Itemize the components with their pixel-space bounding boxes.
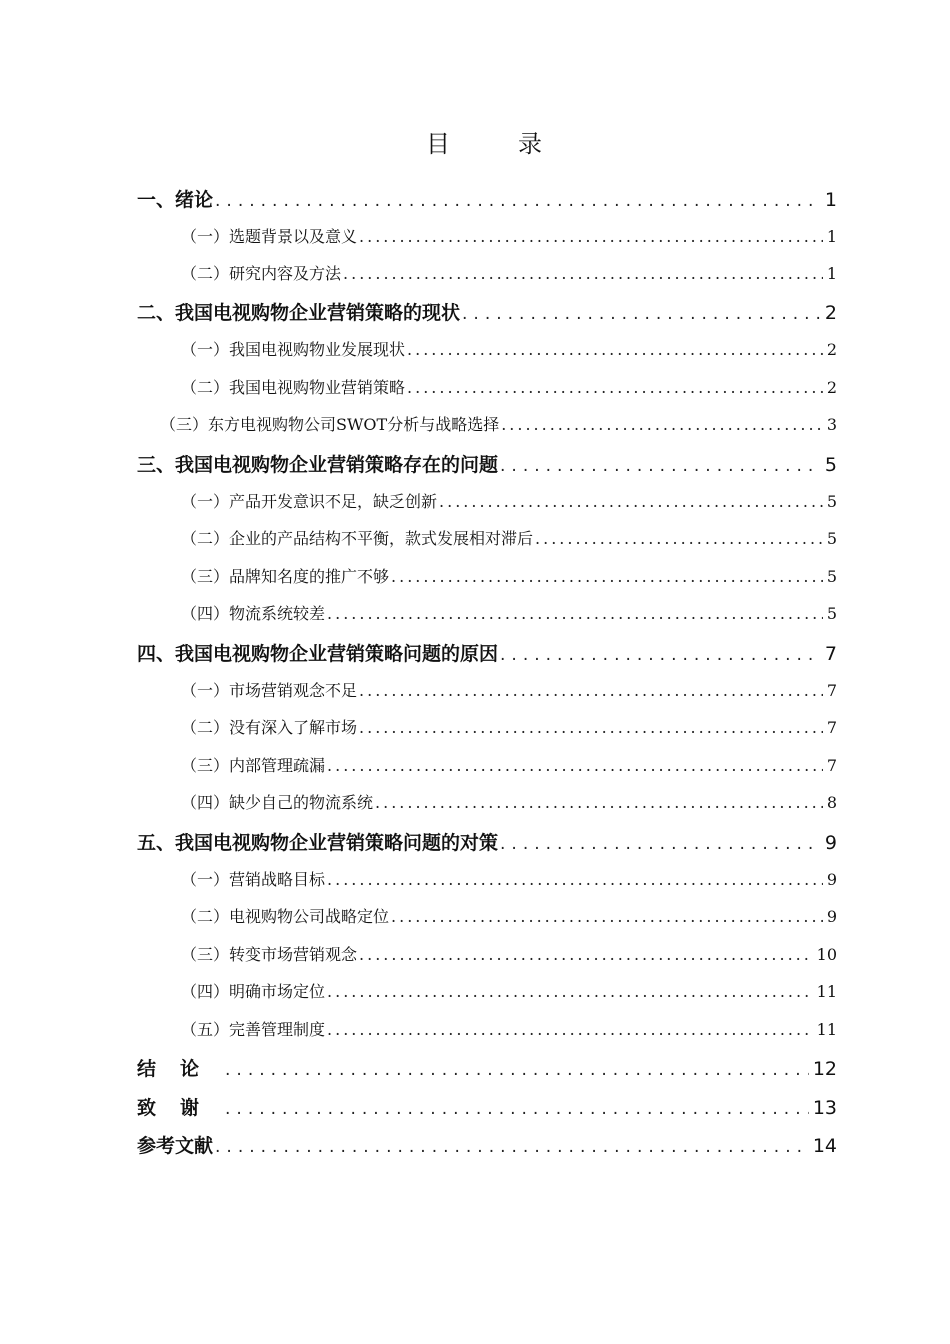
toc-section-2-1[interactable] xyxy=(181,337,837,363)
toc-page-number: 5 xyxy=(826,604,837,623)
toc-chapter-label: 我国电视购物企业营销策略存在的问题 xyxy=(175,454,499,476)
dot-leader xyxy=(225,1060,809,1080)
dot-leader xyxy=(215,1137,809,1157)
toc-chapter-label: 我国电视购物企业营销策略问题的对策 xyxy=(175,832,499,854)
toc-page-number: 11 xyxy=(816,1020,837,1039)
dot-leader xyxy=(500,645,821,665)
dot-leader xyxy=(535,529,823,548)
toc-page-number: 13 xyxy=(812,1097,837,1119)
toc-section-label: （四）物流系统较差 xyxy=(181,604,326,623)
toc-page-number: 7 xyxy=(826,718,837,737)
toc-section-5-5[interactable] xyxy=(181,1017,837,1043)
toc-chapter-label: 绪论 xyxy=(175,189,214,211)
dot-leader xyxy=(407,378,823,397)
toc-chapter-3[interactable] xyxy=(137,450,837,480)
toc-chapter-label: 我国电视购物企业营销策略的现状 xyxy=(175,302,461,324)
toc-section-5-1[interactable] xyxy=(181,867,837,893)
toc-page-number: 9 xyxy=(824,832,837,854)
toc-page-number: 7 xyxy=(826,681,837,700)
toc-section-label: （三）东方电视购物公司SWOT分析与战略选择 xyxy=(160,415,500,434)
toc-chapter-label: 我国电视购物企业营销策略问题的原因 xyxy=(175,643,499,665)
toc-page-number: 2 xyxy=(826,340,837,359)
toc-page-number: 1 xyxy=(824,189,837,211)
toc-section-2-2[interactable] xyxy=(181,375,837,401)
toc-page-number: 7 xyxy=(826,756,837,775)
toc-page-number: 5 xyxy=(826,529,837,548)
dot-leader xyxy=(439,492,823,511)
dot-leader xyxy=(500,456,821,476)
toc-section-5-2[interactable] xyxy=(181,904,837,930)
toc-chapter-label: 致谢 xyxy=(137,1097,224,1119)
toc-page-number: 9 xyxy=(826,870,837,889)
toc-page-number: 12 xyxy=(812,1058,837,1080)
toc-chapter-1[interactable] xyxy=(137,185,837,215)
toc-page-number: 1 xyxy=(826,227,837,246)
toc-section-label: （二）电视购物公司战略定位 xyxy=(181,907,390,926)
toc-section-label: （四）明确市场定位 xyxy=(181,982,326,1001)
dot-leader xyxy=(359,945,813,964)
toc-section-3-2[interactable] xyxy=(181,526,837,552)
toc-section-3-4[interactable] xyxy=(181,601,837,627)
dot-leader xyxy=(501,415,823,434)
toc-chapter-number: 四、 xyxy=(137,643,176,665)
toc-page-number: 5 xyxy=(826,567,837,586)
toc-chapter-label: 参考文献 xyxy=(137,1135,214,1157)
toc-section-1-2[interactable] xyxy=(181,261,837,287)
toc-references[interactable] xyxy=(137,1131,837,1161)
toc-page-number: 10 xyxy=(816,945,837,964)
toc-chapter-number: 三、 xyxy=(137,454,176,476)
toc-page-number: 5 xyxy=(826,492,837,511)
toc-section-5-3[interactable] xyxy=(181,942,837,968)
toc-page-number: 8 xyxy=(826,793,837,812)
toc-section-label: （五）完善管理制度 xyxy=(181,1020,326,1039)
dot-leader xyxy=(327,1020,813,1039)
dot-leader xyxy=(225,1099,809,1119)
toc-page-number: 1 xyxy=(826,264,837,283)
toc-section-label: （四）缺少自己的物流系统 xyxy=(181,793,374,812)
toc-page-number: 11 xyxy=(816,982,837,1001)
toc-section-label: （二）研究内容及方法 xyxy=(181,264,342,283)
toc-page-number: 2 xyxy=(826,378,837,397)
toc-section-3-3[interactable] xyxy=(181,564,837,590)
dot-leader xyxy=(359,681,823,700)
toc-title: 目 录 xyxy=(426,130,564,158)
toc-page-number: 5 xyxy=(824,454,837,476)
dot-leader xyxy=(391,907,823,926)
toc-section-4-3[interactable] xyxy=(181,753,837,779)
toc-chapter-label: 结论 xyxy=(137,1058,224,1080)
toc-section-2-3[interactable] xyxy=(160,412,837,438)
dot-leader xyxy=(327,982,813,1001)
dot-leader xyxy=(407,340,823,359)
toc-chapter-5[interactable] xyxy=(137,828,837,858)
toc-page-number: 3 xyxy=(826,415,837,434)
toc-section-4-4[interactable] xyxy=(181,790,837,816)
toc-chapter-2[interactable] xyxy=(137,298,837,328)
dot-leader xyxy=(500,834,821,854)
toc-section-label: （一）选题背景以及意义 xyxy=(181,227,358,246)
toc-section-label: （一）产品开发意识不足，缺乏创新 xyxy=(181,492,438,511)
toc-section-label: （一）营销战略目标 xyxy=(181,870,326,889)
toc-chapter-number: 五、 xyxy=(137,832,176,854)
toc-section-4-1[interactable] xyxy=(181,678,837,704)
toc-page-number: 7 xyxy=(824,643,837,665)
toc-page-number: 9 xyxy=(826,907,837,926)
dot-leader xyxy=(375,793,823,812)
toc-section-4-2[interactable] xyxy=(181,715,837,741)
dot-leader xyxy=(462,304,821,324)
toc-acknowledgements[interactable] xyxy=(137,1093,837,1123)
toc-chapter-number: 一、 xyxy=(137,189,176,211)
toc-section-1-1[interactable] xyxy=(181,224,837,250)
toc-section-label: （一）我国电视购物业发展现状 xyxy=(181,340,406,359)
dot-leader xyxy=(343,264,823,283)
dot-leader xyxy=(327,756,823,775)
dot-leader xyxy=(391,567,823,586)
dot-leader xyxy=(359,718,823,737)
toc-conclusion[interactable] xyxy=(137,1054,837,1084)
toc-section-label: （二）没有深入了解市场 xyxy=(181,718,358,737)
toc-section-label: （三）内部管理疏漏 xyxy=(181,756,326,775)
toc-page-number: 14 xyxy=(812,1135,837,1157)
toc-chapter-4[interactable] xyxy=(137,639,837,669)
toc-section-label: （二）我国电视购物业营销策略 xyxy=(181,378,406,397)
dot-leader xyxy=(215,191,821,211)
toc-section-label: （三）品牌知名度的推广不够 xyxy=(181,567,390,586)
toc-section-5-4[interactable] xyxy=(181,979,837,1005)
dot-leader xyxy=(359,227,823,246)
toc-page-number: 2 xyxy=(824,302,837,324)
toc-section-label: （三）转变市场营销观念 xyxy=(181,945,358,964)
dot-leader xyxy=(327,870,823,889)
toc-section-label: （一）市场营销观念不足 xyxy=(181,681,358,700)
toc-section-label: （二）企业的产品结构不平衡，款式发展相对滞后 xyxy=(181,529,534,548)
toc-chapter-number: 二、 xyxy=(137,302,176,324)
toc-section-3-1[interactable] xyxy=(181,489,837,515)
dot-leader xyxy=(327,604,823,623)
